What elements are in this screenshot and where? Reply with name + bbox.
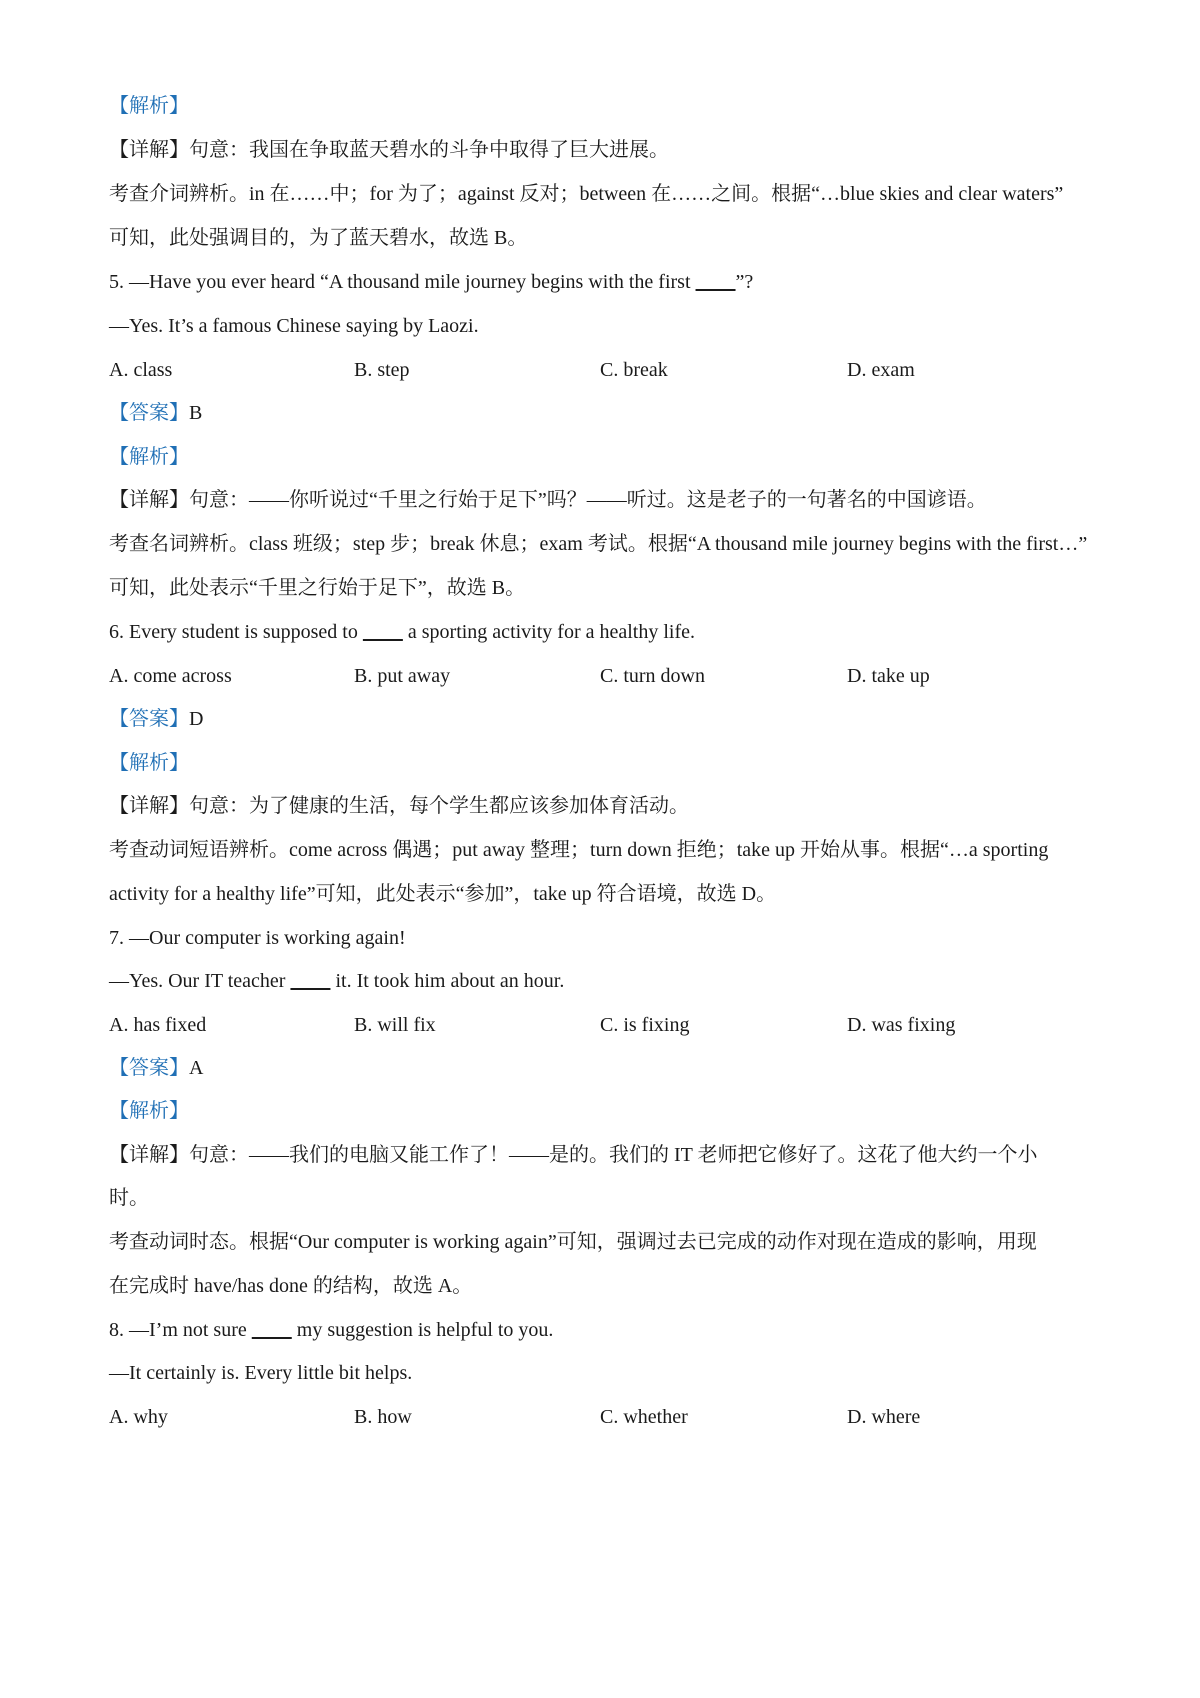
- jiexi-heading: 【解析】: [109, 446, 189, 468]
- option-b: B. step: [354, 359, 410, 381]
- answer-blank: [696, 271, 736, 293]
- analysis-line: 考查名词辨析。class 班级；step 步；break 休息；exam 考试。根据“A thousand mile journey begins with the first…”: [109, 533, 1088, 555]
- analysis-line: 可知，此处强调目的，为了蓝天碧水，故选 B。: [109, 227, 528, 249]
- option-d: D. where: [847, 1406, 921, 1428]
- option-c: C. turn down: [600, 665, 705, 687]
- analysis-line: 在完成时 have/has done 的结构，故选 A。: [109, 1275, 473, 1297]
- jiexi-heading: 【解析】: [109, 752, 189, 774]
- analysis-line: 可知，此处表示“千里之行始于足下”，故选 B。: [109, 577, 526, 599]
- option-c: C. is fixing: [600, 1014, 690, 1036]
- answer-blank: [252, 1319, 292, 1341]
- jiexi-heading: 【解析】: [109, 1100, 189, 1122]
- answer-line: 【答案】A: [109, 1057, 204, 1079]
- analysis-line: activity for a healthy life”可知，此处表示“参加”，take up 符合语境，故选 D。: [109, 883, 777, 905]
- jiexi-heading: 【解析】: [109, 95, 189, 117]
- xiangjie-line: 【详解】句意：为了健康的生活，每个学生都应该参加体育活动。: [109, 795, 689, 817]
- xiangjie-line: 时。: [109, 1187, 149, 1209]
- option-a: A. why: [109, 1406, 168, 1428]
- answer-value: D: [189, 708, 204, 730]
- question-7-prompt: 7. —Our computer is working again!: [109, 927, 406, 949]
- xiangjie-line: 【详解】句意：——你听说过“千里之行始于足下”吗？——听过。这是老子的一句著名的中国谚语。: [109, 489, 987, 511]
- question-8-prompt: 8. —I’m not sure my suggestion is helpful to you.: [109, 1319, 554, 1341]
- question-8-reply: —It certainly is. Every little bit helps.: [109, 1362, 413, 1384]
- option-d: D. exam: [847, 359, 915, 381]
- option-a: A. has fixed: [109, 1014, 207, 1036]
- option-b: B. how: [354, 1406, 412, 1428]
- option-a: A. come across: [109, 665, 232, 687]
- answer-line: 【答案】B: [109, 402, 203, 424]
- option-c: C. break: [600, 359, 668, 381]
- analysis-line: 考查动词时态。根据“Our computer is working again”可知，强调过去已完成的动作对现在造成的影响，用现: [109, 1231, 1037, 1253]
- analysis-line: 考查介词辨析。in 在……中；for 为了；against 反对；between 在……之间。根据“…blue skies and clear waters”: [109, 183, 1064, 205]
- option-b: B. will fix: [354, 1014, 436, 1036]
- xiangjie-tag: 【详解】: [109, 139, 189, 161]
- question-7-reply: —Yes. Our IT teacher it. It took him about an hour.: [109, 970, 565, 992]
- option-d: D. take up: [847, 665, 930, 687]
- option-a: A. class: [109, 359, 173, 381]
- question-5-prompt: 5. —Have you ever heard “A thousand mile journey begins with the first ”?: [109, 271, 754, 293]
- option-c: C. whether: [600, 1406, 688, 1428]
- answer-blank: [290, 970, 330, 992]
- question-5-reply: —Yes. It’s a famous Chinese saying by Laozi.: [109, 315, 479, 337]
- analysis-line: 考查动词短语辨析。come across 偶遇；put away 整理；turn down 拒绝；take up 开始从事。根据“…a sporting: [109, 839, 1049, 861]
- answer-value: A: [189, 1057, 204, 1079]
- answer-value: B: [189, 402, 203, 424]
- xiangjie-line: 【详解】句意：——我们的电脑又能工作了！——是的。我们的 IT 老师把它修好了。这花了他大约一个小: [109, 1144, 1038, 1166]
- xiangjie-line: 【详解】句意：我国在争取蓝天碧水的斗争中取得了巨大进展。: [109, 139, 669, 161]
- option-b: B. put away: [354, 665, 451, 687]
- answer-blank: [363, 621, 403, 643]
- question-6-prompt: 6. Every student is supposed to a sporting activity for a healthy life.: [109, 621, 696, 643]
- option-d: D. was fixing: [847, 1014, 956, 1036]
- answer-line: 【答案】D: [109, 708, 204, 730]
